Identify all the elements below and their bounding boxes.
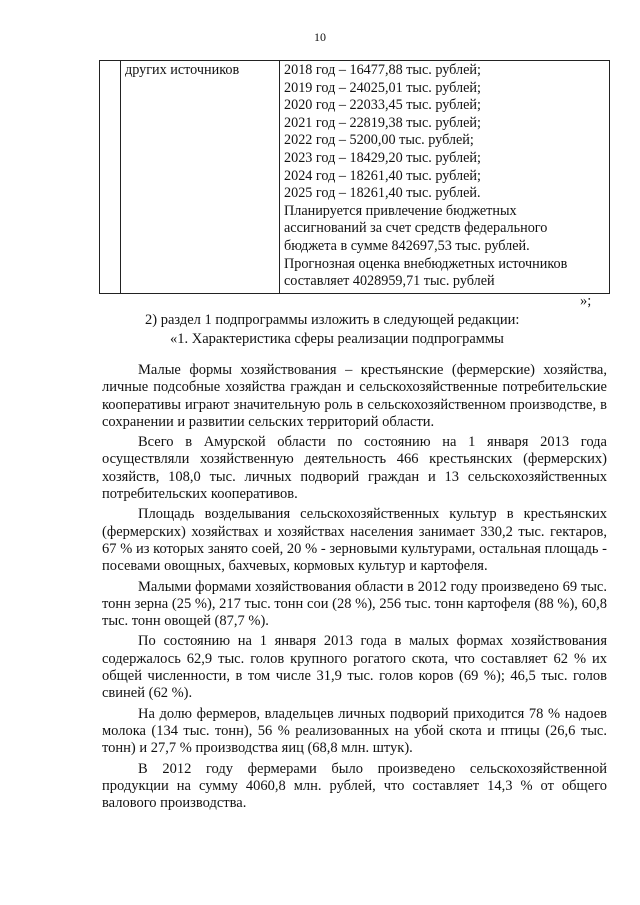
paragraph: На долю фермеров, владельцев личных подворий приходится 78 % надоев молока (134 тыс. тонн), 56 % реализованных на убой скота и птицы (26,6 тыс. тонн) и 27,7 % производства яиц (68,8 млн. штук). (102, 705, 607, 757)
table-line: 2018 год – 16477,88 тыс. рублей; (284, 62, 481, 78)
table-line: Прогнозная оценка внебюджетных источников (284, 255, 568, 272)
amendment-instruction: 2) раздел 1 подпрограммы изложить в следующей редакции: (145, 312, 520, 328)
table-line: 2020 год – 22033,45 тыс. рублей; (284, 97, 481, 114)
table-line: бюджета в сумме 842697,53 тыс. рублей. (284, 237, 530, 254)
table-line: составляет 4028959,71 тыс. рублей (284, 273, 495, 290)
paragraph: Площадь возделывания сельскохозяйственных культур в крестьянских (фермерских) хозяйствах и хозяйствах населения занимает 330,2 тыс. гектаров, 67 % из которых занято соей, 20 % - зерновыми культурами, остальная площадь - посевами овощных, бахчевых, кормовых культур и картофеля. (102, 506, 607, 575)
table-line: 2021 год – 22819,38 тыс. рублей; (284, 114, 481, 131)
funding-table (99, 60, 610, 294)
paragraph: Малыми формами хозяйствования области в 2012 году произведено 69 тыс. тонн зерна (25 %), 217 тыс. тонн сои (28 %), 256 тыс. тонн картофеля (88 %), 60,8 тыс. тонн овощей (87,7 %). (102, 578, 607, 630)
table-line: ассигнований за счет средств федерального (284, 220, 548, 237)
table-line: 2019 год – 24025,01 тыс. рублей; (284, 79, 481, 96)
section-heading: «1. Характеристика сферы реализации подпрограммы (170, 331, 504, 347)
section-body (102, 362, 607, 815)
table-cell-source: других источников (121, 61, 280, 294)
paragraph: Всего в Амурской области по состоянию на 1 января 2013 года осуществляли хозяйственную деятельность 466 крестьянских (фермерских) хозяйств, 108,0 тыс. личных подворий граждан и 13 сельскохозяйственных потребительских кооперативов. (102, 434, 607, 503)
table-line: 2023 год – 18429,20 тыс. рублей; (284, 149, 481, 166)
table-line: Планируется привлечение бюджетных (284, 202, 517, 219)
table-cell-empty (100, 61, 121, 294)
page-number: 10 (314, 30, 326, 44)
paragraph: В 2012 году фермерами было произведено сельскохозяйственной продукции на сумму 4060,8 млн. рублей, что составляет 14,3 % от общего валового производства. (102, 760, 607, 812)
table-line: 2024 год – 18261,40 тыс. рублей; (284, 167, 481, 184)
table-line: 2025 год – 18261,40 тыс. рублей. (284, 185, 481, 202)
closing-quote: »; (580, 293, 592, 309)
paragraph: По состоянию на 1 января 2013 года в малых формах хозяйствования содержалось 62,9 тыс. голов крупного рогатого скота, что составляет 62 % их общей численности, в том числе 31,9 тыс. голов коров (69 %); 46,5 тыс. голов свиней (62 %). (102, 633, 607, 702)
table-row (100, 61, 610, 294)
paragraph: Малые формы хозяйствования – крестьянские (фермерские) хозяйства, личные подсобные хозяйства граждан и сельскохозяйственные потребительские кооперативы играют значительную роль в сельскохозяйственном производстве, в сохранении и развитии сельских территорий области. (102, 362, 607, 430)
table-cell-values (280, 61, 610, 294)
table-line: 2022 год – 5200,00 тыс. рублей; (284, 132, 474, 149)
